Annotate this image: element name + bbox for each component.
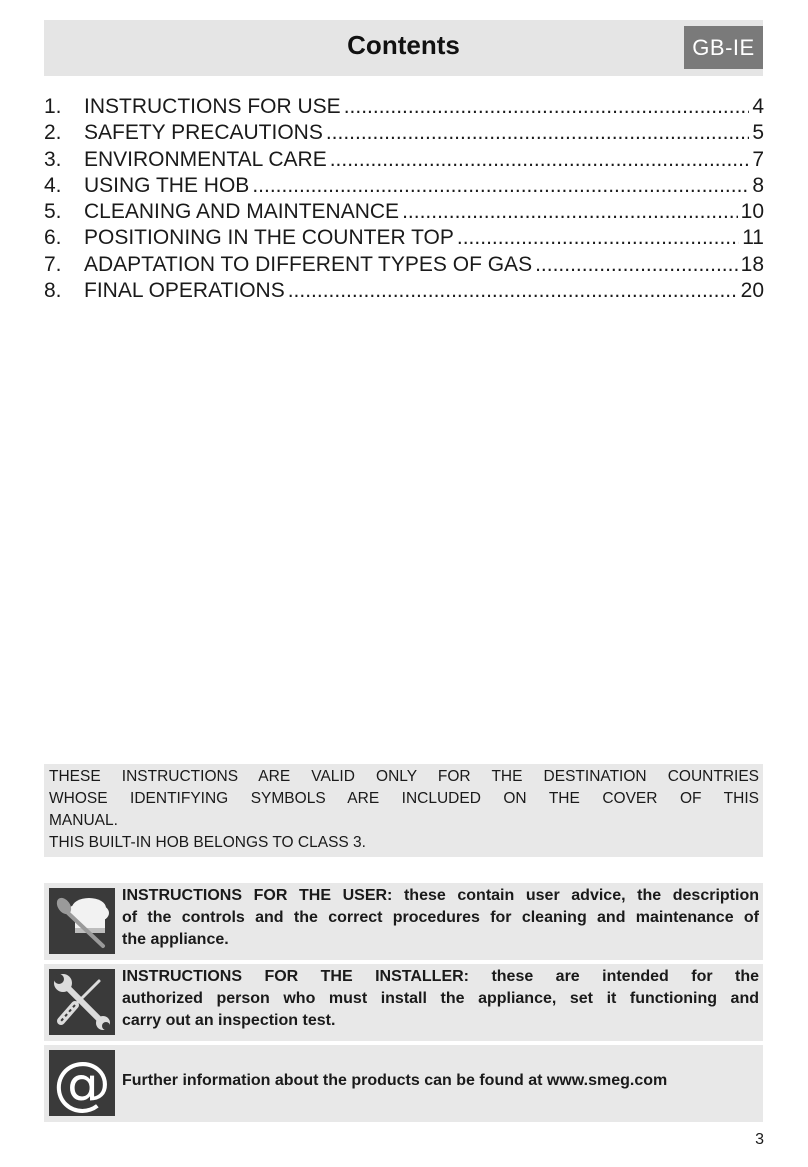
toc-leader-dots <box>535 252 738 278</box>
info-line: of the controls and the correct procedures for cleaning and maintenance of <box>122 909 759 926</box>
toc-leader-dots <box>457 225 739 251</box>
installer-instructions-block <box>44 964 763 1041</box>
validity-notice <box>44 764 763 857</box>
toc-label: USING THE HOB <box>84 173 250 197</box>
header-bar <box>44 20 763 76</box>
toc-number: 7. <box>44 252 62 276</box>
toc-page-number: 8 <box>752 173 764 197</box>
toc-entry[interactable] <box>44 199 764 225</box>
wrench-screwdriver-icon <box>49 969 115 1035</box>
info-line: the appliance. <box>122 931 229 948</box>
toc-label: ADAPTATION TO DIFFERENT TYPES OF GAS <box>84 252 533 276</box>
toc-leader-dots <box>326 120 749 146</box>
website-info-text <box>122 1070 759 1092</box>
language-badge: GB-IE <box>684 26 763 69</box>
toc-entry[interactable] <box>44 147 764 173</box>
installer-instructions-text <box>122 966 759 1032</box>
at-sign-icon <box>49 1050 115 1116</box>
toc-number: 6. <box>44 226 62 250</box>
toc-leader-dots <box>402 199 738 225</box>
toc-number: 1. <box>44 95 62 118</box>
toc-number: 8. <box>44 279 62 303</box>
chef-hat-spoon-icon <box>49 888 115 954</box>
toc-number: 5. <box>44 200 62 224</box>
table-of-contents <box>44 94 764 304</box>
toc-entry[interactable] <box>44 94 764 120</box>
toc-leader-dots <box>330 147 750 173</box>
toc-number: 3. <box>44 147 62 171</box>
info-line: INSTRUCTIONS FOR THE USER: these contain user advice, the description <box>122 887 759 904</box>
toc-entry[interactable] <box>44 173 764 199</box>
page-number: 3 <box>755 1131 764 1148</box>
toc-entry[interactable] <box>44 225 764 251</box>
toc-label: FINAL OPERATIONS <box>84 279 285 303</box>
toc-number: 2. <box>44 121 62 145</box>
toc-page-number: 20 <box>740 279 764 303</box>
toc-label: POSITIONING IN THE COUNTER TOP <box>84 226 454 250</box>
notice-line: WHOSE IDENTIFYING SYMBOLS ARE INCLUDED ON THE COVER OF THIS <box>49 790 759 807</box>
notice-line: MANUAL. <box>49 812 118 829</box>
toc-page-number: 7 <box>752 147 764 171</box>
toc-label: INSTRUCTIONS FOR USE <box>84 95 341 118</box>
toc-label: CLEANING AND MAINTENANCE <box>84 200 400 224</box>
toc-page-number: 10 <box>740 200 764 224</box>
toc-entry[interactable] <box>44 252 764 278</box>
toc-leader-dots <box>252 173 749 199</box>
notice-line: THIS BUILT-IN HOB BELONGS TO CLASS 3. <box>49 834 366 851</box>
at-glyph: @ <box>53 1050 111 1116</box>
info-line: carry out an inspection test. <box>122 1012 336 1029</box>
toc-leader-dots <box>344 94 750 120</box>
toc-number: 4. <box>44 173 62 197</box>
user-instructions-text <box>122 885 759 951</box>
toc-label: SAFETY PRECAUTIONS <box>84 121 323 145</box>
toc-leader-dots <box>288 278 738 304</box>
toc-page-number: 18 <box>740 252 764 276</box>
toc-page-number: 5 <box>752 121 764 145</box>
toc-page-number: 4 <box>752 95 764 118</box>
notice-line: THESE INSTRUCTIONS ARE VALID ONLY FOR THE DESTINATION COUNTRIES <box>49 768 759 785</box>
info-line: Further information about the products can be found at www.smeg.com <box>122 1072 668 1089</box>
toc-entry[interactable] <box>44 278 764 304</box>
user-instructions-block <box>44 883 763 960</box>
toc-entry[interactable] <box>44 120 764 146</box>
website-info-block <box>44 1045 763 1122</box>
info-line: authorized person who must install the appliance, set it functioning and <box>122 990 759 1007</box>
toc-page-number: 11 <box>742 226 764 250</box>
page-title: Contents <box>347 30 460 60</box>
info-line: INSTRUCTIONS FOR THE INSTALLER: these are intended for the <box>122 968 759 985</box>
toc-label: ENVIRONMENTAL CARE <box>84 147 327 171</box>
